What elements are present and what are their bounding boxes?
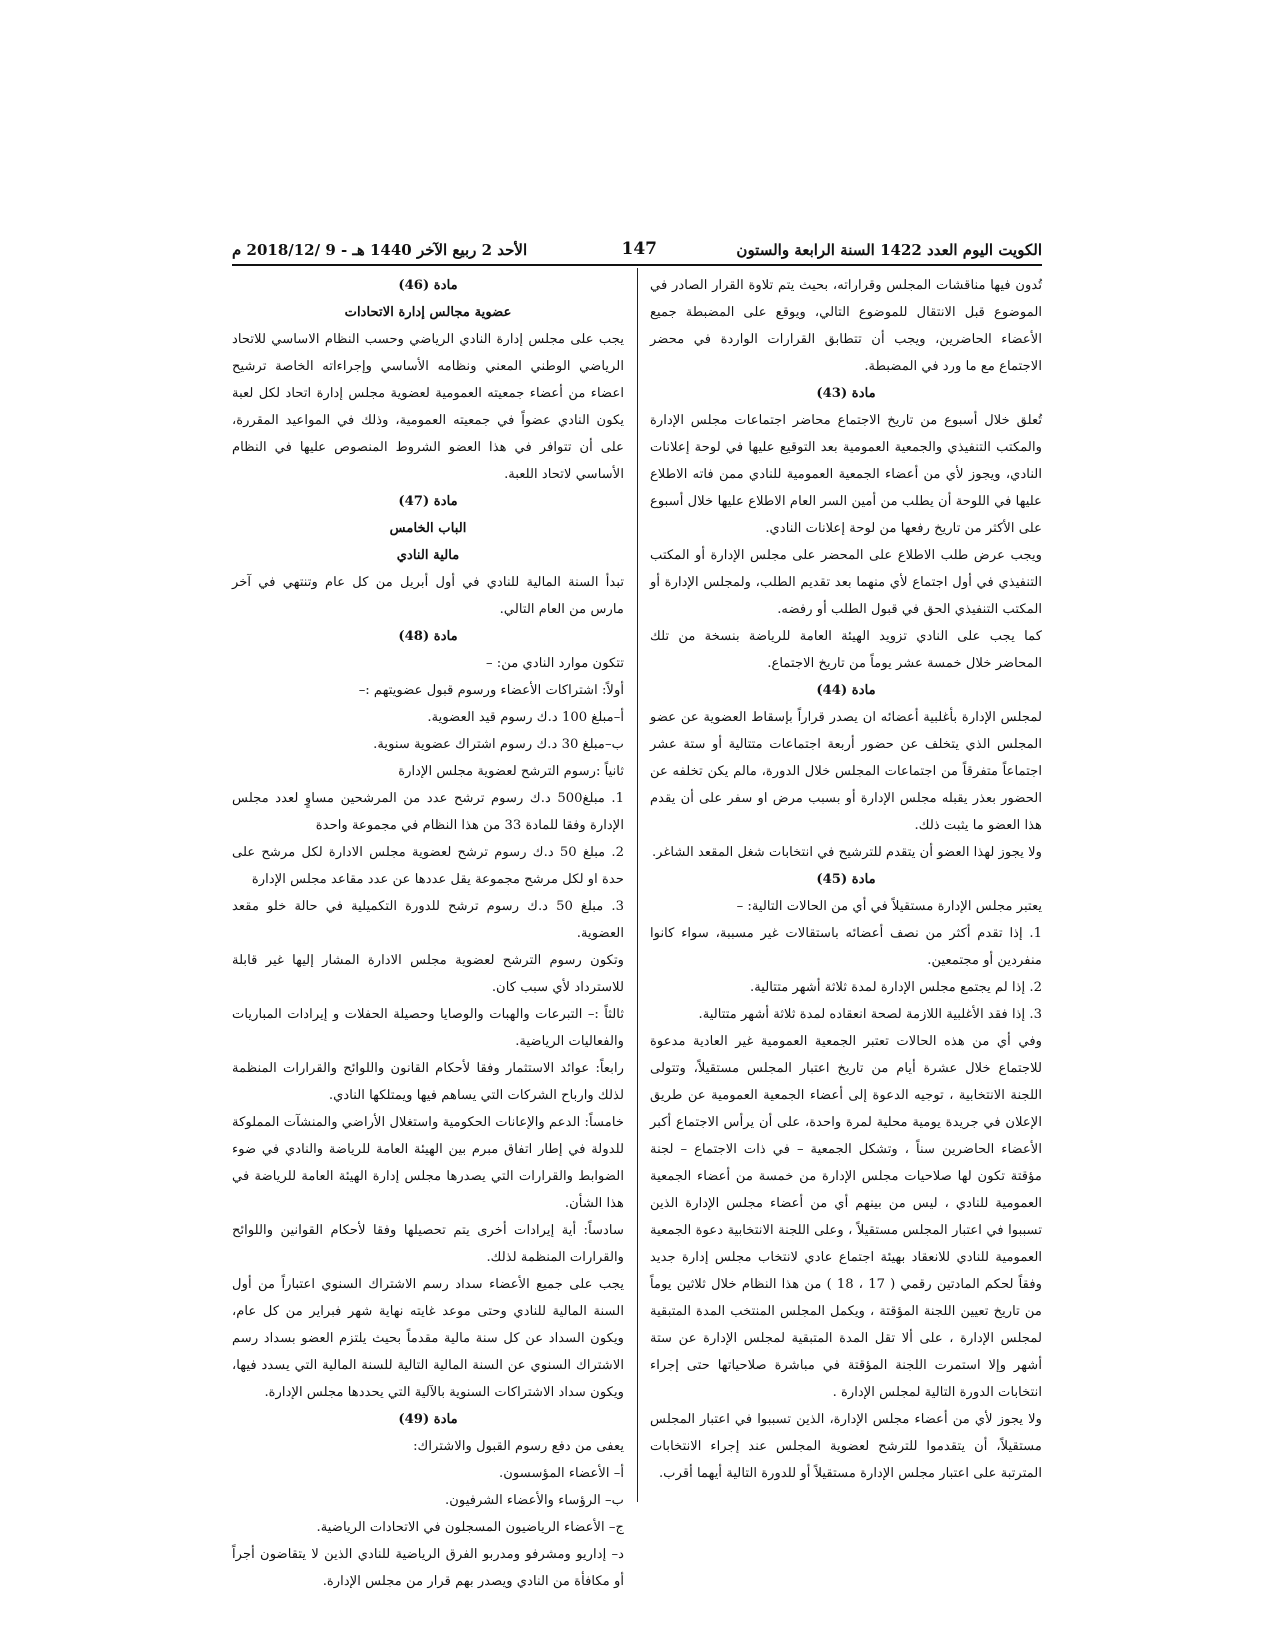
right-column	[650, 272, 1042, 1502]
paragraph: ثالثاً :– التبرعات والهبات والوصايا وحصيلة الحفلات و إيرادات المباريات والفعاليات الرياضية.	[232, 1007, 624, 1049]
paragraph: 2. إذا لم يجتمع مجلس الإدارة لمدة ثلاثة أشهر متتالية.	[750, 980, 1042, 995]
paragraph: 1. إذا تقدم أكثر من نصف أعضائه باستقالات غير مسببة، سواء كانوا منفردين أو مجتمعين.	[650, 926, 1042, 968]
paragraph: ولا يجوز لهذا العضو أن يتقدم للترشيح في انتخابات شغل المقعد الشاغر.	[651, 845, 1042, 860]
paragraph: 3. مبلغ 50 د.ك رسوم ترشح للدورة التكميلية في حالة خلو مقعد العضوية.	[232, 899, 624, 941]
column-divider	[637, 268, 638, 1502]
issue-date: الأحد 2 ربيع الآخر 1440 هـ - 9 /2018/12 م	[232, 241, 528, 259]
article-heading: مادة (46)	[398, 278, 458, 293]
paragraph: ولا يجوز لأي من أعضاء مجلس الإدارة، الذين تسببوا في اعتبار المجلس مستقيلاً، أن يتقدموا للترشح لعضوية المجلس عند إجراء الانتخابات المترتبة على اعتبار مجلس الإدارة مستقيلاً أو للدورة التالية أيهما أقرب.	[650, 1412, 1042, 1481]
header-rule	[232, 264, 1042, 266]
page-number: 147	[621, 239, 657, 259]
paragraph: يجب على مجلس إدارة النادي الرياضي وحسب النظام الاساسي للاتحاد الرياضي الوطني المعني ونظامه الأساسي وإجراءاته الخاصة ترشيح اعضاء من أعضاء جمعيته العمومية لعضوية مجلس إدارة اتحاد لكل لعبة يكون النادي عضواً في جمعيته العمومية، وذلك في المواعيد المقررة، على أن تتوافر في هذا العضو الشروط المنصوص عليها في النظام الأساسي لاتحاد اللعبة.	[232, 332, 624, 482]
paragraph: تبدأ السنة المالية للنادي في أول أبريل من كل عام وتنتهي في آخر مارس من العام التالي.	[232, 575, 624, 617]
paragraph: 2. مبلغ 50 د.ك رسوم ترشح لعضوية مجلس الادارة لكل مرشح على حدة او لكل مرشح مجموعة يقل عددها عن عدد مقاعد مجلس الإدارة	[232, 845, 624, 887]
paragraph: أولاً: اشتراكات الأعضاء ورسوم قبول عضويتهم :–	[358, 683, 624, 698]
article-heading: مادة (49)	[398, 1412, 458, 1427]
article-heading: مادة (47)	[398, 494, 458, 509]
paragraph: يجب على جميع الأعضاء سداد رسم الاشتراك السنوي اعتباراً من أول السنة المالية للنادي وحتى موعد غايته نهاية شهر فبراير من كل عام، ويكون السداد عن كل سنة مالية مقدماً بحيث يلتزم العضو بسداد رسم الاشتراك السنوي عن السنة المالية التالية للسنة المالية التي يسدد فيها، ويكون سداد الاشتراكات السنوية بالآلية التي يحددها مجلس الإدارة.	[232, 1277, 624, 1400]
paragraph: أ–مبلغ 100 د.ك رسوم قيد العضوية.	[427, 710, 624, 725]
article-heading: مادة (48)	[398, 629, 458, 644]
paragraph: سادساً: أية إيرادات أخرى يتم تحصيلها وفقا لأحكام القوانين واللوائح والقرارات المنظمة لذلك.	[232, 1223, 624, 1265]
paragraph: 1. مبلغ500 د.ك رسوم ترشح عدد من المرشحين مساوٍ لعدد مجلس الإدارة وفقا للمادة 33 من هذا النظام في مجموعة واحدة	[232, 791, 625, 833]
paragraph: تُعلق خلال أسبوع من تاريخ الاجتماع محاضر اجتماعات مجلس الإدارة والمكتب التنفيذي والجمعية العمومية بعد التوقيع عليها في لوحة إعلانات النادي، ويجوز لأي من أعضاء الجمعية العمومية للنادي ممن فاته الاطلاع عليها في اللوحة أن يطلب من أمين السر العام الاطلاع عليها خلال أسبوع على الأكثر من تاريخ رفعها من لوحة إعلانات النادي.	[650, 413, 1042, 536]
article-heading: مادة (43)	[816, 386, 876, 401]
paragraph: يعتبر مجلس الإدارة مستقيلاً في أي من الحالات التالية: –	[736, 899, 1042, 914]
article-heading: عضوية مجالس إدارة الاتحادات	[344, 305, 512, 320]
paragraph: 3. إذا فقد الأغلبية اللازمة لصحة انعقاده لمدة ثلاثة أشهر متتالية.	[698, 1007, 1042, 1022]
page-header	[232, 237, 1042, 263]
article-heading: مادة (45)	[816, 872, 876, 887]
paragraph: ثانياً :رسوم الترشح لعضوية مجلس الإدارة	[398, 764, 624, 779]
paragraph: وتكون رسوم الترشح لعضوية مجلس الادارة المشار إليها غير قابلة للاسترداد لأي سبب كان.	[232, 953, 624, 995]
paragraph: وفي أي من هذه الحالات تعتبر الجمعية العمومية غير العادية مدعوة للاجتماع خلال عشرة أيام من تاريخ اعتبار المجلس مستقيلاً، وتتولى اللجنة الانتخابية ، توجيه الدعوة إلى أعضاء الجمعية العمومية عن طريق الإعلان في جريدة يومية محلية لمرة واحدة، على أن يرأس الاجتماع أكبر الأعضاء الحاضرين سناً ، وتشكل الجمعية – في ذات الاجتماع – لجنة مؤقتة تكون لها صلاحيات مجلس الإدارة من خمسة من أعضاء الجمعية العمومية للنادي ، ليس من بينهم أي من أعضاء مجلس الإدارة الذين تسببوا في اعتبار المجلس مستقيلاً ، وعلى اللجنة الانتخابية دعوة الجمعية العمومية للنادي للانعقاد بهيئة اجتماع عادي لانتخاب مجلس إدارة جديد وفقاً لحكم المادتين رقمي ( 17 ، 18 ) من هذا النظام خلال ثلاثين يوماً من تاريخ تعيين اللجنة المؤقتة ، ويكمل المجلس المنتخب المدة المتبقية لمجلس الإدارة ، على ألا تقل المدة المتبقية لمجلس الإدارة عن ستة أشهر وإلا استمرت اللجنة المؤقتة في مباشرة صلاحياتها حتى إجراء انتخابات الدورة التالية لمجلس الإدارة .	[650, 1034, 1043, 1400]
paragraph: لمجلس الإدارة بأغلبية أعضائه ان يصدر قراراً بإسقاط العضوية عن عضو المجلس الذي يتخلف عن حضور أربعة اجتماعات متتالية أو ستة عشر اجتماعاً متفرقاً من اجتماعات المجلس خلال الدورة، مالم يكن تخلفه عن الحضور بعذر يقبله مجلس الإدارة أو بسبب مرض او سفر على أن يقدم هذا العضو ما يثبت ذلك.	[650, 710, 1042, 833]
paragraph: رابعاً: عوائد الاستثمار وفقا لأحكام القانون واللوائح والقرارات المنظمة لذلك وارباح الشركات التي يساهم فيها ويمتلكها النادي.	[232, 1061, 624, 1103]
article-heading: الباب الخامس	[389, 521, 467, 536]
paragraph: ب– الرؤساء والأعضاء الشرفيون.	[445, 1493, 624, 1508]
paragraph: تتكون موارد النادي من: –	[486, 656, 624, 671]
article-heading: مالية النادي	[396, 548, 460, 563]
paragraph: يعفى من دفع رسوم القبول والاشتراك:	[413, 1439, 624, 1454]
paragraph: ويجب عرض طلب الاطلاع على المحضر على مجلس الإدارة أو المكتب التنفيذي في أول اجتماع لأي منهما بعد تقديم الطلب، ولمجلس الإدارة أو المكتب التنفيذي الحق في قبول الطلب أو رفضه.	[650, 548, 1042, 617]
left-column	[232, 272, 625, 1589]
paragraph: ج– الأعضاء الرياضيون المسجلون في الاتحادات الرياضية.	[316, 1520, 624, 1535]
paragraph: ب–مبلغ 30 د.ك رسوم اشتراك عضوية سنوية.	[373, 737, 624, 752]
paragraph: د– إداريو ومشرفو ومدربو الفرق الرياضية للنادي الذين لا يتقاضون أجراً أو مكافأة من النادي ويصدر بهم قرار من مجلس الإدارة.	[232, 1547, 624, 1589]
paragraph: خامساً: الدعم والإعانات الحكومية واستغلال الأراضي والمنشآت المملوكة للدولة في إطار اتفاق مبرم بين الهيئة العامة للرياضة والنادي في ضوء الضوابط والقرارات التي يصدرها مجلس إدارة الهيئة العامة للرياضة في هذا الشأن.	[232, 1115, 624, 1211]
paragraph: أ– الأعضاء المؤسسون.	[499, 1466, 624, 1481]
paragraph: كما يجب على النادي تزويد الهيئة العامة للرياضة بنسخة من تلك المحاضر خلال خمسة عشر يوماً من تاريخ الاجتماع.	[650, 629, 1042, 671]
article-heading: مادة (44)	[816, 683, 876, 698]
gazette-issue-info: الكويت اليوم العدد 1422 السنة الرابعة والستون	[736, 241, 1042, 259]
paragraph: تُدون فيها مناقشات المجلس وقراراته، بحيث يتم تلاوة القرار الصادر في الموضوع قبل الانتقال للموضوع التالي، ويوقع على المضبطة جميع الأعضاء الحاضرين، ويجب أن تتطابق القرارات الواردة في محضر الاجتماع مع ما ورد في المضبطة.	[650, 278, 1042, 374]
